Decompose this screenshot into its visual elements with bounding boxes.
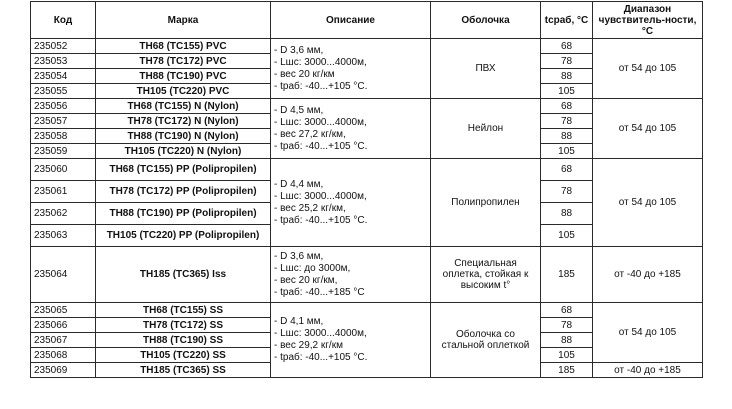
- header-range: Диапазон чувствитель-ности, °C: [593, 2, 703, 39]
- code-cell: 235062: [31, 203, 96, 225]
- description-cell: [271, 159, 431, 247]
- temp-cell: 88: [541, 333, 593, 348]
- mark-cell: TH78 (TC172) PVC: [96, 54, 271, 69]
- range-cell: от 54 до 105: [593, 99, 703, 159]
- mark-cell: TH88 (TC190) PVC: [96, 69, 271, 84]
- code-cell: 235065: [31, 303, 96, 318]
- mark-cell: TH105 (TC220) PVC: [96, 84, 271, 99]
- description-line: - tраб: -40...+105 °C.: [274, 214, 368, 226]
- header-temp: tсраб, °C: [541, 2, 593, 39]
- temp-cell: 185: [541, 247, 593, 303]
- mark-cell: TH68 (TC155) PVC: [96, 39, 271, 54]
- mark-cell: TH78 (TC172) SS: [96, 318, 271, 333]
- code-cell: 235057: [31, 114, 96, 129]
- description-line: - вес 25,2 кг/км,: [274, 202, 346, 214]
- description-cell: [271, 247, 431, 303]
- description-line: - D 3,6 мм,: [274, 250, 324, 262]
- code-cell: 235068: [31, 348, 96, 363]
- mark-cell: TH68 (TC155) N (Nylon): [96, 99, 271, 114]
- description-line: - вес 20 кг/км: [274, 68, 335, 80]
- description-line: - вес 27,2 кг/км,: [274, 128, 346, 140]
- description-line: - D 4,4 мм,: [274, 178, 324, 190]
- temp-cell: 78: [541, 318, 593, 333]
- mark-cell: TH185 (TC365) SS: [96, 363, 271, 378]
- description-cell: [271, 99, 431, 159]
- temp-cell: 68: [541, 99, 593, 114]
- code-cell: 235052: [31, 39, 96, 54]
- temp-cell: 68: [541, 303, 593, 318]
- mark-cell: TH105 (TC220) SS: [96, 348, 271, 363]
- description-line: - D 4,5 мм,: [274, 104, 324, 116]
- description-line: - вес 20 кг/км,: [274, 274, 338, 286]
- code-cell: 235056: [31, 99, 96, 114]
- range-cell: от 54 до 105: [593, 159, 703, 247]
- range-cell: от 54 до 105: [593, 303, 703, 363]
- shell-cell: Оболочка со стальной оплеткой: [431, 303, 541, 378]
- mark-cell: TH68 (TC155) PP (Polipropilen): [96, 159, 271, 181]
- mark-cell: TH88 (TC190) N (Nylon): [96, 129, 271, 144]
- code-cell: 235053: [31, 54, 96, 69]
- description-line: - tраб: -40...+185 °C: [274, 286, 365, 298]
- temp-cell: 105: [541, 144, 593, 159]
- range-cell: от 54 до 105: [593, 39, 703, 99]
- code-cell: 235054: [31, 69, 96, 84]
- code-cell: 235069: [31, 363, 96, 378]
- cable-spec-table: [30, 1, 703, 378]
- description-line: - Lшс: до 3000м,: [274, 262, 351, 274]
- temp-cell: 105: [541, 84, 593, 99]
- temp-cell: 78: [541, 181, 593, 203]
- description-line: - D 3,6 мм,: [274, 44, 324, 56]
- description-line: - tраб: -40...+105 °C.: [274, 140, 368, 152]
- temp-cell: 105: [541, 225, 593, 247]
- temp-cell: 88: [541, 69, 593, 84]
- header-code: Код: [31, 2, 96, 39]
- shell-cell: ПВХ: [431, 39, 541, 99]
- description-line: - tраб: -40...+105 °C.: [274, 352, 368, 363]
- description-line: - Lшс: 3000...4000м,: [274, 56, 367, 68]
- mark-cell: TH88 (TC190) PP (Polipropilen): [96, 203, 271, 225]
- description-line: - Lшс: 3000...4000м,: [274, 190, 367, 202]
- code-cell: 235064: [31, 247, 96, 303]
- shell-cell: Нейлон: [431, 99, 541, 159]
- shell-cell: Специальная оплетка, стойкая к высоким t°: [431, 247, 541, 303]
- shell-cell: Полипропилен: [431, 159, 541, 247]
- mark-cell: TH78 (TC172) PP (Polipropilen): [96, 181, 271, 203]
- table-row: [31, 247, 703, 303]
- table-row: [31, 159, 703, 181]
- temp-cell: 68: [541, 159, 593, 181]
- temp-cell: 78: [541, 54, 593, 69]
- range-cell: от -40 до +185: [593, 363, 703, 378]
- mark-cell: TH185 (TC365) Iss: [96, 247, 271, 303]
- temp-cell: 88: [541, 203, 593, 225]
- description-line: - tраб: -40...+105 °C.: [274, 80, 368, 92]
- code-cell: 235061: [31, 181, 96, 203]
- header-description: Описание: [271, 2, 431, 39]
- range-cell: от -40 до +185: [593, 247, 703, 303]
- mark-cell: TH105 (TC220) N (Nylon): [96, 144, 271, 159]
- code-cell: 235059: [31, 144, 96, 159]
- description-cell: [271, 303, 431, 378]
- description-line: - Lшс: 3000...4000м,: [274, 328, 367, 339]
- mark-cell: TH105 (TC220) PP (Polipropilen): [96, 225, 271, 247]
- code-cell: 235067: [31, 333, 96, 348]
- header-row: [31, 2, 703, 39]
- temp-cell: 88: [541, 129, 593, 144]
- table-row: [31, 303, 703, 318]
- table-row: [31, 39, 703, 54]
- header-mark: Марка: [96, 2, 271, 39]
- description-cell: [271, 39, 431, 99]
- temp-cell: 105: [541, 348, 593, 363]
- code-cell: 235066: [31, 318, 96, 333]
- code-cell: 235060: [31, 159, 96, 181]
- header-shell: Оболочка: [431, 2, 541, 39]
- table-row: [31, 99, 703, 114]
- mark-cell: TH68 (TC155) SS: [96, 303, 271, 318]
- temp-cell: 185: [541, 363, 593, 378]
- description-line: - D 4,1 мм,: [274, 316, 324, 327]
- temp-cell: 78: [541, 114, 593, 129]
- mark-cell: TH78 (TC172) N (Nylon): [96, 114, 271, 129]
- mark-cell: TH88 (TC190) SS: [96, 333, 271, 348]
- code-cell: 235055: [31, 84, 96, 99]
- temp-cell: 68: [541, 39, 593, 54]
- description-line: - вес 29,2 кг/км: [274, 340, 343, 351]
- code-cell: 235063: [31, 225, 96, 247]
- description-line: - Lшс: 3000...4000м,: [274, 116, 367, 128]
- code-cell: 235058: [31, 129, 96, 144]
